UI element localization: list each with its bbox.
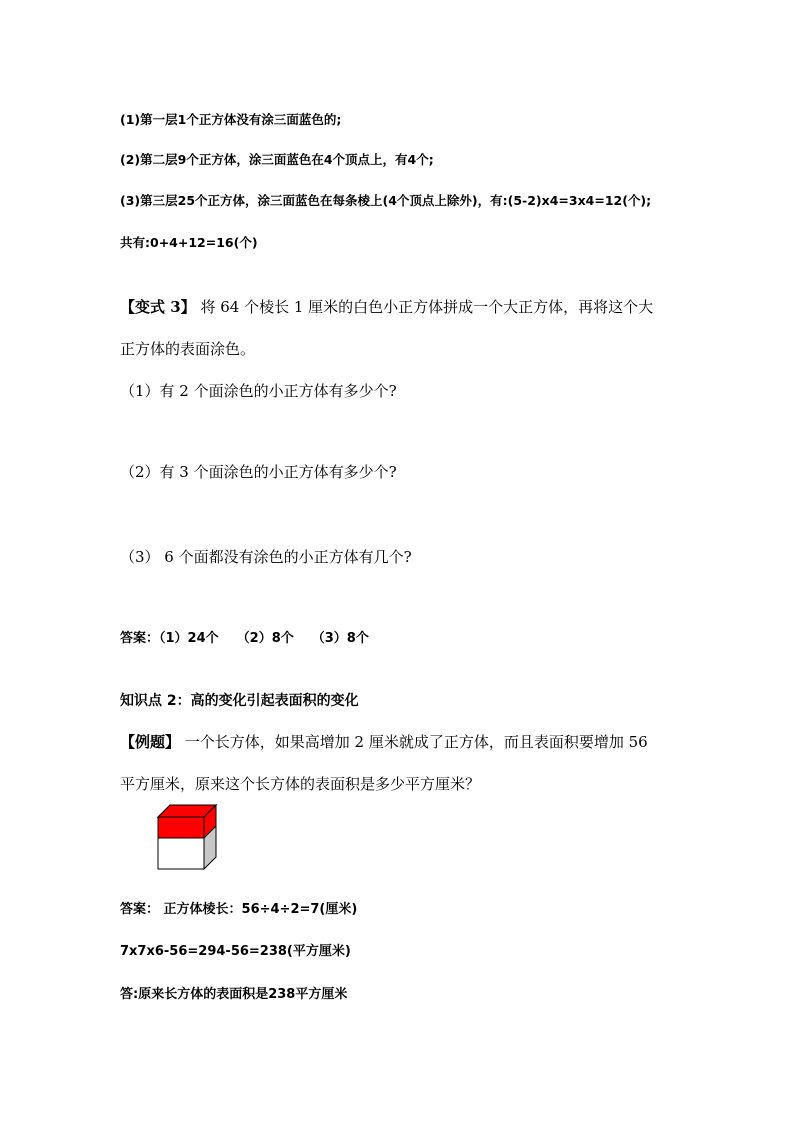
variant3-question-1: （1）有 2 个面涂色的小正方体有多少个?	[120, 382, 397, 400]
cube-front-red-band	[158, 817, 204, 838]
answer-1-label: 答案：	[120, 631, 160, 646]
answer-2-line-1: 答案： 正方体棱长：56÷4÷2=7(厘米)	[120, 902, 358, 917]
answer-1-part-3: （3）8个	[311, 631, 369, 646]
cube-figure	[150, 804, 222, 874]
example-text-1: 一个长方体，如果高增加 2 厘米就成了正方体，而且表面积要增加 56	[180, 733, 648, 751]
variant3-question-3: （3） 6 个面都没有涂色的小正方体有几个?	[120, 548, 412, 566]
solution-line-2: (2)第二层9个正方体，涂三面蓝色在4个顶点上，有4个;	[120, 152, 434, 167]
answer-2-line-2: 7x7x6-56=294-56=238(平方厘米)	[120, 944, 351, 959]
answer-2-line-3: 答:原来长方体的表面积是238平方厘米	[120, 987, 348, 1002]
knowledge-point-title: 知识点 2：高的变化引起表面积的变化	[120, 693, 359, 709]
example-line-1	[120, 731, 648, 752]
solution-total: 共有:0+4+12=16(个)	[120, 235, 258, 250]
solution-line-1: (1)第一层1个正方体没有涂三面蓝色的;	[120, 112, 342, 127]
example-line-2: 平方厘米，原来这个长方体的表面积是多少平方厘米？	[120, 775, 481, 793]
answer-1	[120, 627, 369, 646]
answer-1-part-1: （1）24个	[159, 631, 219, 646]
variant3-line-1	[120, 296, 653, 317]
answer-1-part-2: （2）8个	[236, 631, 294, 646]
variant3-text-1: 将 64 个棱长 1 厘米的白色小正方体拼成一个大正方体，再将这个大	[195, 298, 654, 316]
solution-line-3: (3)第三层25个正方体，涂三面蓝色在每条棱上(4个顶点上除外)，有:(5-2)x4=3x4=12(个);	[120, 193, 652, 208]
variant3-line-2: 正方体的表面涂色。	[120, 340, 256, 358]
example-label: 【例题】	[120, 733, 181, 751]
variant3-question-2: （2）有 3 个面涂色的小正方体有多少个?	[120, 463, 397, 481]
variant3-label: 【变式 3】	[120, 298, 196, 316]
